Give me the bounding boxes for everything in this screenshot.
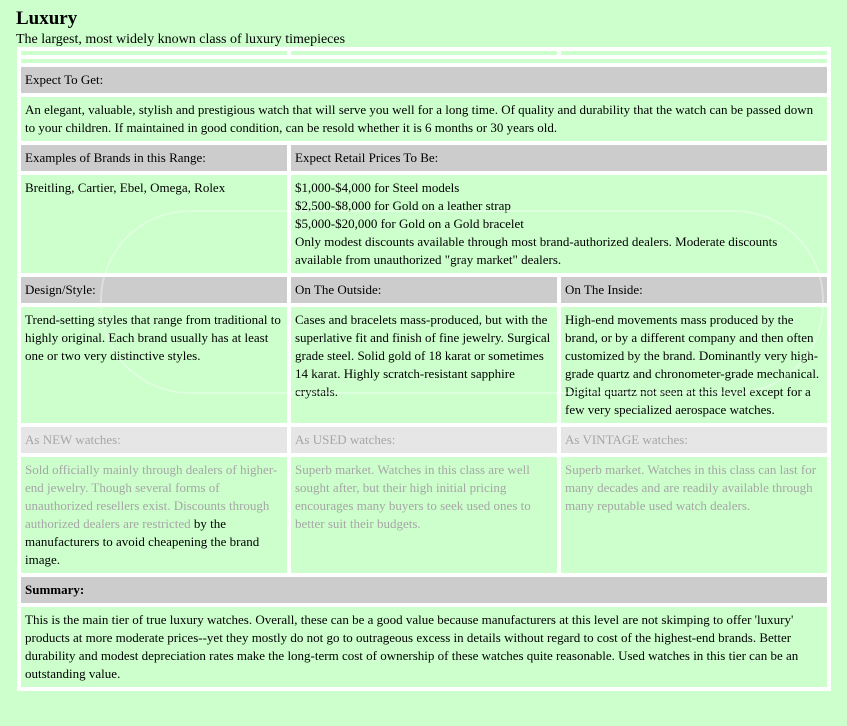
spacer-cell [21, 59, 827, 63]
brands-prices-header-row [21, 145, 827, 171]
design-body-row [21, 307, 827, 423]
spacer-cell [561, 51, 827, 55]
summary-text: This is the main tier of true luxury watches. Overall, these can be a good value because manufacturers at this level are not skimping to offer 'luxury' products at more moderate prices--yet they mostly do not go to outrageous excess in details without regard to cost of the highest-end brands. Better durability and modest depreciation rates make the long-term cost of ownership of these watches quite reasonable. Used watches in this tier can be an outstanding value. [21, 607, 827, 687]
price-line-discounts: Only modest discounts available through most brand-authorized dealers. Moderate discounts available from unauthorized "gray market" dealers. [295, 234, 778, 267]
new-watches-header: As NEW watches: [21, 427, 287, 453]
vintage-watches-header: As VINTAGE watches: [561, 427, 827, 453]
spacer-row [21, 59, 827, 63]
brands-header: Examples of Brands in this Range: [21, 145, 287, 171]
inside-header: On The Inside: [561, 277, 827, 303]
spacer-cell [291, 51, 557, 55]
design-text: Trend-setting styles that range from traditional to highly original. Each brand usually has at least one or two very distinctive styles. [21, 307, 287, 423]
summary-header-row [21, 577, 827, 603]
used-watches-header: As USED watches: [291, 427, 557, 453]
new-watches-text-dark: by the manufacturers to avoid cheapening the brand image. [25, 516, 260, 567]
market-body-row [21, 457, 827, 573]
spacer-row [21, 51, 827, 55]
expect-header: Expect To Get: [21, 67, 827, 93]
luxury-info-table [17, 47, 831, 691]
used-watches-text: Superb market. Watches in this class are well sought after, but their high initial pricing encourages many buyers to seek used ones to better suit their budgets. [291, 457, 557, 573]
summary-header: Summary: [21, 577, 827, 603]
price-line-gold-leather: $2,500-$8,000 for Gold on a leather strap [295, 198, 511, 213]
expect-body-row [21, 97, 827, 141]
price-line-steel: $1,000-$4,000 for Steel models [295, 180, 460, 195]
outside-header: On The Outside: [291, 277, 557, 303]
design-header-row [21, 277, 827, 303]
inside-text: High-end movements mass produced by the brand, or by a different company and then often customized by the brand. Dominantly very high-grade quartz and chronometer-grade mechanical. Digital quartz not seen at this level except for a few very specialized aerospace watches. [561, 307, 827, 423]
prices-header: Expect Retail Prices To Be: [291, 145, 827, 171]
summary-body-row [21, 607, 827, 687]
page-title: Luxury [16, 8, 78, 29]
prices-text [291, 175, 827, 273]
price-line-gold-bracelet: $5,000-$20,000 for Gold on a Gold bracelet [295, 216, 524, 231]
new-watches-text [21, 457, 287, 573]
spacer-cell [21, 51, 287, 55]
design-header: Design/Style: [21, 277, 287, 303]
brands-text: Breitling, Cartier, Ebel, Omega, Rolex [21, 175, 287, 273]
page-subtitle: The largest, most widely known class of luxury timepieces [16, 32, 346, 47]
brands-prices-body-row [21, 175, 827, 273]
expect-header-row [21, 67, 827, 93]
expect-text: An elegant, valuable, stylish and prestigious watch that will serve you well for a long time. Of quality and durability that the watch can be passed down to your children. If maintained in good condition, can be resold whether it is 6 months or 30 years old. [21, 97, 827, 141]
outside-text: Cases and bracelets mass-produced, but with the superlative fit and finish of fine jewelry. Surgical grade steel. Solid gold of 18 karat or sometimes 14 karat. Highly scratch-resistant sapphire crystals. [291, 307, 557, 423]
vintage-watches-text: Superb market. Watches in this class can last for many decades and are readily available through many reputable used watch dealers. [561, 457, 827, 573]
market-header-row [21, 427, 827, 453]
new-watches-text-faded: Sold officially mainly through dealers of higher-end jewelry. Though several forms of unauthorized resellers exist. Discounts through authorized dealers are restricted [25, 462, 278, 531]
